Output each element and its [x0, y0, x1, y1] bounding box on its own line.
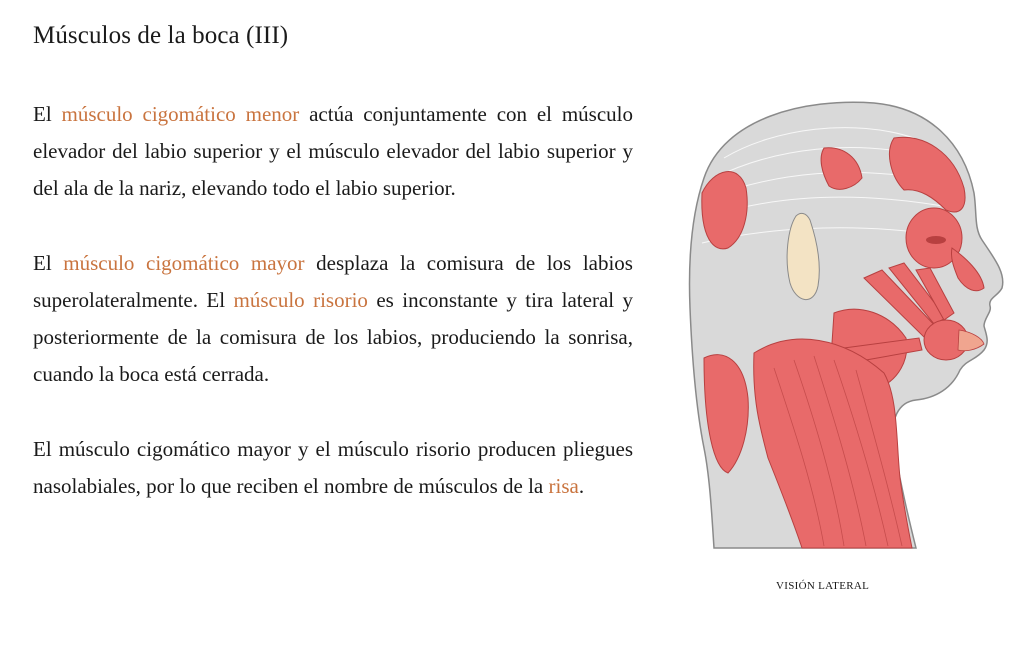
- text-column: [33, 96, 633, 543]
- text-segment: desplaza la comisura de los labios superolateralmente. El: [33, 251, 633, 312]
- paragraph-2: [33, 245, 633, 393]
- text-segment: El: [33, 102, 62, 126]
- text-segment: es inconstante y tira lateral y posteriormente de la comisura de los labios, produciendo la sonrisa, cuando la boca está cerrada.: [33, 288, 634, 386]
- paragraph-1: [33, 96, 633, 207]
- head-muscles-illustration: [684, 98, 1014, 558]
- text-segment: El: [33, 251, 64, 275]
- highlight-term: músculo cigomático mayor: [63, 251, 305, 275]
- page-title: Músculos de la boca (III): [33, 22, 289, 49]
- paragraph-3: [33, 431, 633, 505]
- highlight-term: músculo cigomático menor: [61, 102, 300, 126]
- highlight-term: músculo risorio: [233, 288, 368, 312]
- text-segment: El músculo cigomático mayor y el músculo risorio producen pliegues nasolabiales, por lo que reciben el nombre de músculos de la: [33, 437, 633, 498]
- text-segment: .: [578, 474, 585, 498]
- figure-caption: VISIÓN LATERAL: [776, 580, 870, 592]
- head-muscles-svg: [684, 98, 1014, 558]
- highlight-term: risa: [548, 474, 579, 498]
- eye: [926, 236, 946, 244]
- text-segment: actúa conjuntamente con el músculo elevador del labio superior y el músculo elevador del labio superior y del ala de la nariz, elevando todo el labio superior.: [33, 102, 633, 200]
